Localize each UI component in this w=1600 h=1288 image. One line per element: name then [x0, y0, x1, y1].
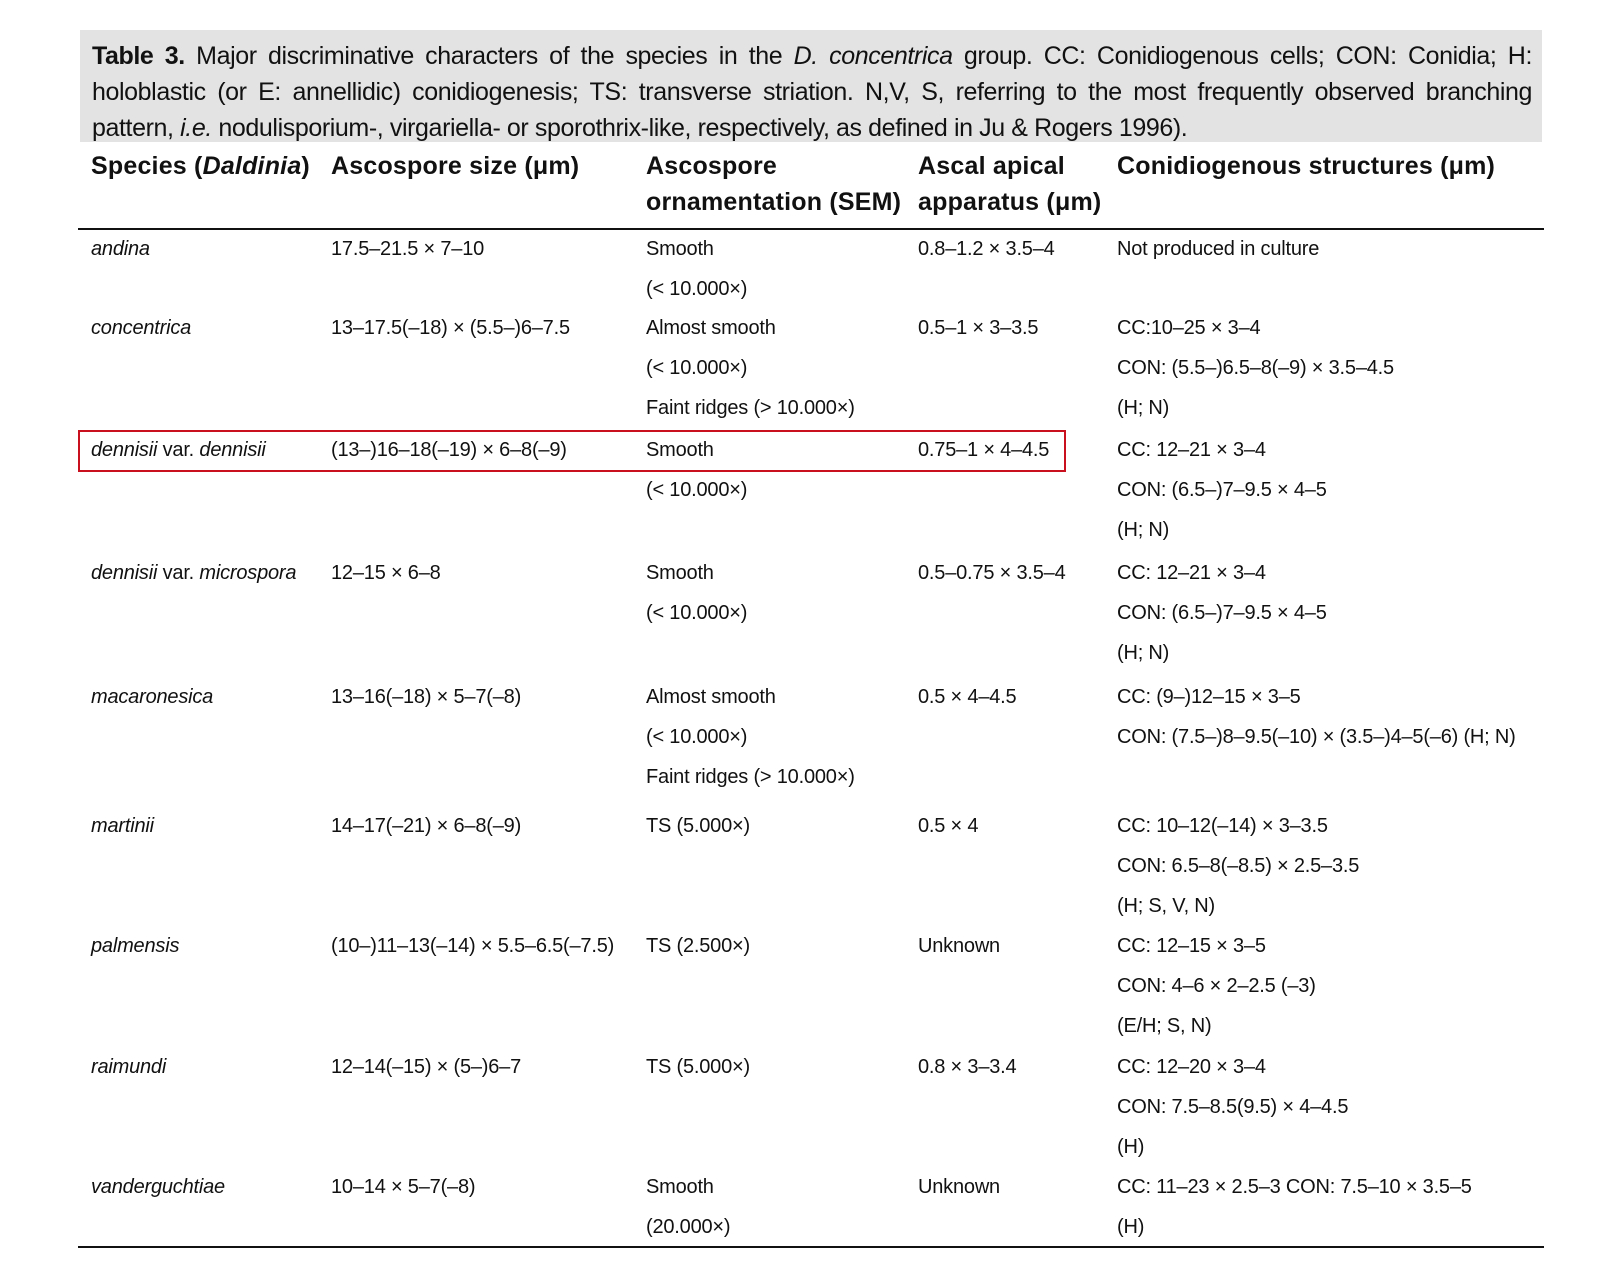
header-species-prefix: Species ( [91, 152, 203, 180]
ascospore-size: 13–17.5(–18) × (5.5–)6–7.5 [331, 317, 570, 339]
species-variety: microspora [199, 562, 297, 584]
ornamentation-line: (20.000×) [646, 1216, 731, 1238]
ornamentation-line: (< 10.000×) [646, 357, 748, 379]
header-apical [918, 148, 1101, 220]
header-conidiogenous: Conidiogenous structures (μm) [1117, 152, 1496, 180]
ascospore-size: 13–16(–18) × 5–7(–8) [331, 686, 522, 708]
conidiogenous-line: (E/H; S, N) [1117, 1015, 1212, 1037]
ornamentation-line: (< 10.000×) [646, 602, 748, 624]
species-epithet: concentrica [91, 317, 192, 339]
ornamentation-line: TS (2.500×) [646, 935, 750, 957]
apical-apparatus: Unknown [918, 1176, 1000, 1198]
species-epithet: dennisii [91, 562, 158, 584]
species-name [91, 806, 154, 846]
species-name [91, 1167, 225, 1207]
ornamentation-line: (< 10.000×) [646, 278, 748, 300]
species-name [91, 308, 191, 348]
header-ornamentation [646, 148, 901, 220]
ascospore-size: 12–15 × 6–8 [331, 562, 441, 584]
species-name [91, 1047, 166, 1087]
ornamentation-line: Almost smooth [646, 317, 776, 339]
ascospore-size: (13–)16–18(–19) × 6–8(–9) [331, 439, 567, 461]
header-species-suffix: ) [301, 152, 310, 180]
conidiogenous-line: (H; N) [1117, 519, 1170, 541]
ornamentation-line: (< 10.000×) [646, 726, 748, 748]
species-epithet: raimundi [91, 1056, 167, 1078]
ornamentation-line: Smooth [646, 1176, 714, 1198]
header-species [91, 148, 310, 184]
ornamentation-line: Faint ridges (> 10.000×) [646, 766, 855, 788]
apical-apparatus: 0.5–1 × 3–3.5 [918, 317, 1039, 339]
caption-genus: D. concentrica [793, 42, 953, 70]
apical-apparatus: 0.5–0.75 × 3.5–4 [918, 562, 1066, 584]
conidiogenous-line: CC:10–25 × 3–4 [1117, 317, 1261, 339]
conidiogenous-line: CC: 12–21 × 3–4 [1117, 562, 1266, 584]
ornamentation-line: (< 10.000×) [646, 479, 748, 501]
conidiogenous-line: CON: 6.5–8(–8.5) × 2.5–3.5 [1117, 855, 1360, 877]
ascospore-size: 14–17(–21) × 6–8(–9) [331, 815, 522, 837]
species-epithet: dennisii [91, 439, 158, 461]
conidiogenous-line: (H) [1117, 1216, 1145, 1238]
species-epithet: macaronesica [91, 686, 214, 708]
apical-apparatus: 0.5 × 4 [918, 815, 979, 837]
ornamentation-line: Smooth [646, 439, 714, 461]
conidiogenous-line: (H; N) [1117, 642, 1170, 664]
apical-apparatus: Unknown [918, 935, 1000, 957]
species-name [91, 677, 213, 717]
bottom-rule [78, 1246, 1544, 1248]
header-ascospore-size: Ascospore size (μm) [331, 152, 580, 180]
conidiogenous-line: CON: (5.5–)6.5–8(–9) × 3.5–4.5 [1117, 357, 1394, 379]
header-species-genus: Daldinia [202, 152, 302, 180]
caption-label: Table 3. [92, 42, 185, 70]
header-apical-line1: Ascal apical [918, 152, 1065, 180]
caption-text-1: Major discriminative characters of the species in the [184, 42, 794, 70]
species-name [91, 553, 296, 593]
ornamentation-line: TS (5.000×) [646, 815, 750, 837]
header-rule [78, 228, 1544, 230]
caption-text-2: group. CC: Conidiogenous cells; CON: Conidia; H: holoblastic (or E: annellidic) conidiogenesis; TS: transverse striation. N,V, S, referring to the most frequently observed branching pattern, [92, 42, 1532, 142]
species-name [91, 926, 179, 966]
ascospore-size: 12–14(–15) × (5–)6–7 [331, 1056, 522, 1078]
species-variety: dennisii [199, 439, 266, 461]
conidiogenous-line: CC: 12–15 × 3–5 [1117, 935, 1266, 957]
conidiogenous-line: (H; N) [1117, 397, 1170, 419]
header-ornamentation-line2: ornamentation (SEM) [646, 188, 902, 216]
apical-apparatus: 0.8–1.2 × 3.5–4 [918, 238, 1055, 260]
header-apical-line2: apparatus (μm) [918, 188, 1102, 216]
ornamentation-line: Smooth [646, 562, 714, 584]
ornamentation-line: Almost smooth [646, 686, 776, 708]
conidiogenous-line: CON: 7.5–8.5(9.5) × 4–4.5 [1117, 1096, 1349, 1118]
species-epithet: martinii [91, 815, 154, 837]
species-epithet: vanderguchtiae [91, 1176, 225, 1198]
ornamentation-line: TS (5.000×) [646, 1056, 750, 1078]
conidiogenous-line: CC: 12–20 × 3–4 [1117, 1056, 1266, 1078]
species-epithet: palmensis [91, 935, 180, 957]
conidiogenous-line: (H; S, V, N) [1117, 895, 1215, 917]
ornamentation-line: Faint ridges (> 10.000×) [646, 397, 855, 419]
species-var-label: var. [157, 562, 200, 584]
conidiogenous-line: CON: (6.5–)7–9.5 × 4–5 [1117, 479, 1327, 501]
conidiogenous-line: CC: 12–21 × 3–4 [1117, 439, 1266, 461]
conidiogenous-line: CC: 10–12(–14) × 3–3.5 [1117, 815, 1328, 837]
conidiogenous-line: Not produced in culture [1117, 238, 1320, 260]
ascospore-size: 17.5–21.5 × 7–10 [331, 238, 485, 260]
row-highlight-box [78, 430, 1066, 472]
apical-apparatus: 0.75–1 × 4–4.5 [918, 439, 1050, 461]
species-var-label: var. [157, 439, 200, 461]
ascospore-size: (10–)11–13(–14) × 5.5–6.5(–7.5) [331, 935, 615, 957]
table-caption [80, 30, 1542, 142]
species-epithet: andina [91, 238, 150, 260]
conidiogenous-line: CC: 11–23 × 2.5–3 CON: 7.5–10 × 3.5–5 [1117, 1176, 1472, 1198]
caption-text-3: nodulisporium-, virgariella- or sporothrix-like, respectively, as defined in Ju & Rogers 1996). [211, 114, 1188, 142]
caption-ie: i.e. [180, 114, 212, 142]
apical-apparatus: 0.8 × 3–3.4 [918, 1056, 1017, 1078]
conidiogenous-line: CC: (9–)12–15 × 3–5 [1117, 686, 1301, 708]
header-ornamentation-line1: Ascospore [646, 152, 778, 180]
conidiogenous-line: CON: (6.5–)7–9.5 × 4–5 [1117, 602, 1327, 624]
apical-apparatus: 0.5 × 4–4.5 [918, 686, 1017, 708]
conidiogenous-line: (H) [1117, 1136, 1145, 1158]
ascospore-size: 10–14 × 5–7(–8) [331, 1176, 476, 1198]
conidiogenous-line: CON: (7.5–)8–9.5(–10) × (3.5–)4–5(–6) (H; N) [1117, 726, 1516, 748]
ornamentation-line: Smooth [646, 238, 714, 260]
species-name [91, 229, 150, 269]
conidiogenous-line: CON: 4–6 × 2–2.5 (–3) [1117, 975, 1316, 997]
